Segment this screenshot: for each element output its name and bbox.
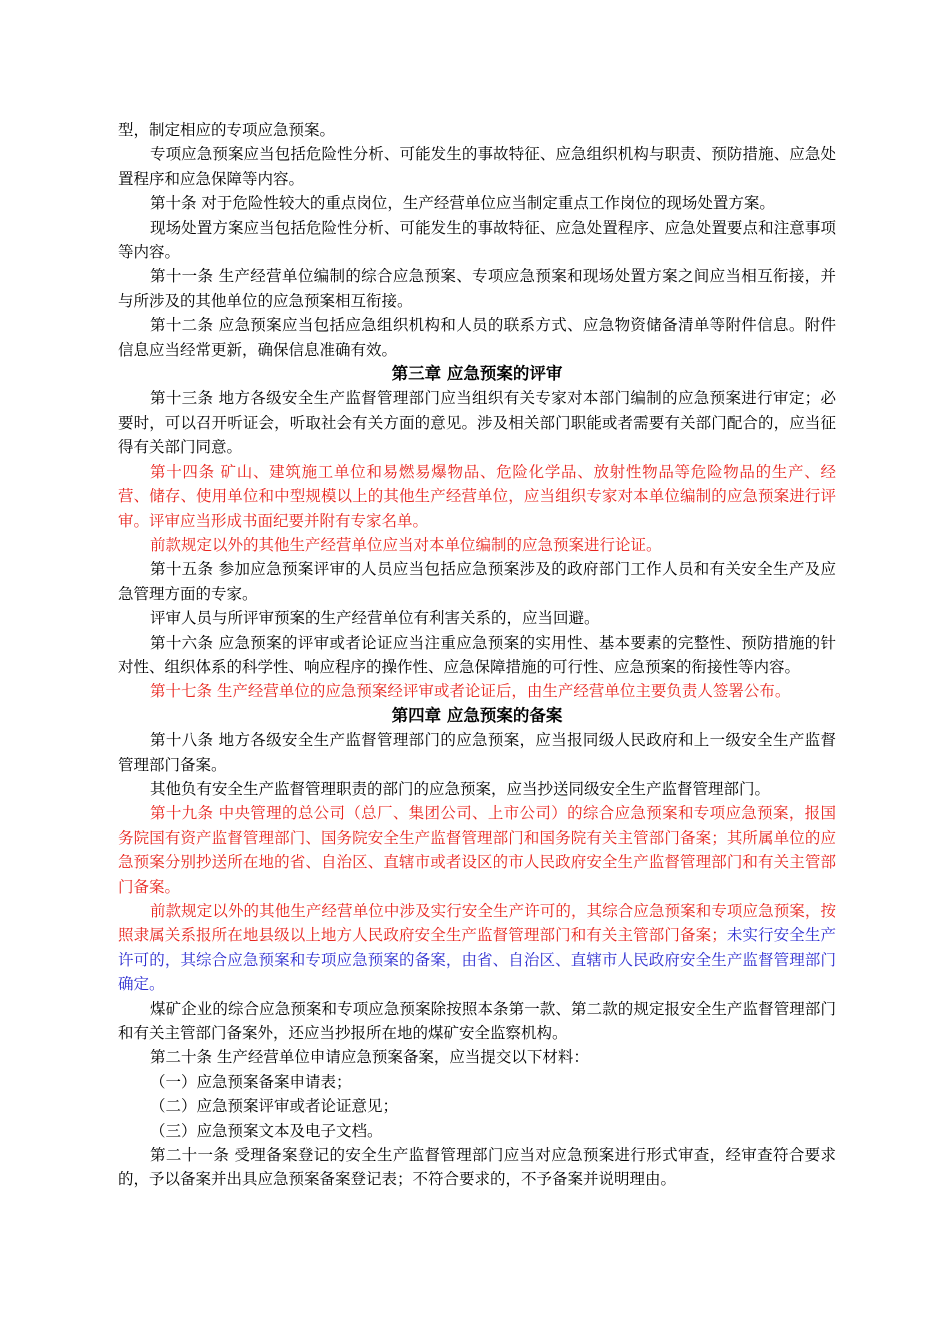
article-17: 第十七条 生产经营单位的应急预案经评审或者论证后，由生产经营单位主要负责人签署公布。 [150,682,791,701]
chapter-4-heading: 第四章 应急预案的备案 [391,705,563,725]
article-14: 第十四条 矿山、建筑施工单位和易燃易爆物品、危险化学品、放射性物品等危险物品的生产、经营、储存、使用单位和中型规模以上的其他生产经营单位，应当组织专家对本单位编制的应急预案进行评审。评审应当形成书面纪要并附有专家名单。 [118,462,836,530]
article-15: 第十五条 参加应急预案评审的人员应当包括应急预案涉及的政府部门工作人员和有关安全生产及应急管理方面的专家。 [118,560,836,603]
list-item: （一）应急预案备案申请表； [150,1072,352,1091]
document-page [118,118,836,1192]
paragraph: 专项应急预案应当包括危险性分析、可能发生的事故特征、应急组织机构与职责、预防措施、应急处置程序和应急保障等内容。 [118,145,836,188]
chapter-3-heading: 第三章 应急预案的评审 [391,364,563,384]
article-10: 第十条 对于危险性较大的重点岗位，生产经营单位应当制定重点工作岗位的现场处置方案。 [150,194,775,213]
article-16: 第十六条 应急预案的评审或者论证应当注重应急预案的实用性、基本要素的完整性、预防措施的针对性、组织体系的科学性、响应程序的操作性、应急保障措施的可行性、应急预案的衔接性等内容。 [118,633,836,676]
list-item: （三）应急预案文本及电子文档。 [150,1121,383,1140]
article-13: 第十三条 地方各级安全生产监督管理部门应当组织有关专家对本部门编制的应急预案进行审定；必要时，可以召开听证会，听取社会有关方面的意见。涉及相关部门职能或者需要有关部门配合的，应当征得有关部门同意。 [118,389,836,457]
text-span: 前款规定以外的其他生产经营单位中涉及实行安全生产许可的，其综合应急预案和专项应急预案，按照隶属关系报所在地县级以上地方人民政府安全生产监督管理部门和有关主管部门备案； [118,902,836,945]
text-span: 未实行安全生产许可的，其综合应急预案和专项应急预案的备案，由省、自治区、直辖市人民政府安全生产监督管理部门确定。 [118,926,836,994]
paragraph [118,899,836,997]
paragraph: 评审人员与所评审预案的生产经营单位有利害关系的，应当回避。 [150,609,600,628]
article-20: 第二十条 生产经营单位申请应急预案备案，应当提交以下材料： [150,1048,589,1067]
paragraph: 煤矿企业的综合应急预案和专项应急预案除按照本条第一款、第二款的规定报安全生产监督管理部门和有关主管部门备案外，还应当抄报所在地的煤矿安全监察机构。 [118,999,836,1043]
article-11: 第十一条 生产经营单位编制的综合应急预案、专项应急预案和现场处置方案之间应当相互衔接，并与所涉及的其他单位的应急预案相互衔接。 [118,267,836,310]
paragraph: 型，制定相应的专项应急预案。 [118,121,336,139]
paragraph: 前款规定以外的其他生产经营单位应当对本单位编制的应急预案进行论证。 [150,535,662,554]
article-18: 第十八条 地方各级安全生产监督管理部门的应急预案，应当报同级人民政府和上一级安全生产监督管理部门备案。 [118,731,836,774]
paragraph: 现场处置方案应当包括危险性分析、可能发生的事故特征、应急处置程序、应急处置要点和注意事项等内容。 [118,218,836,262]
article-21: 第二十一条 受理备案登记的安全生产监督管理部门应当对应急预案进行形式审查，经审查符合要求的，予以备案并出具应急预案备案登记表；不符合要求的，不予备案并说明理由。 [118,1146,836,1189]
article-19: 第十九条 中央管理的总公司（总厂、集团公司、上市公司）的综合应急预案和专项应急预案，报国务院国有资产监督管理部门、国务院安全生产监督管理部门和国务院有关主管部门备案；其所属单位的应急预案分别抄送所在地的省、自治区、直辖市或者设区的市人民政府安全生产监督管理部门和有关主管部门备案。 [118,804,836,896]
article-12: 第十二条 应急预案应当包括应急组织机构和人员的联系方式、应急物资储备清单等附件信息。附件信息应当经常更新，确保信息准确有效。 [118,316,836,359]
paragraph: 其他负有安全生产监督管理职责的部门的应急预案，应当抄送同级安全生产监督管理部门。 [150,779,771,798]
list-item: （二）应急预案评审或者论证意见； [150,1097,399,1116]
